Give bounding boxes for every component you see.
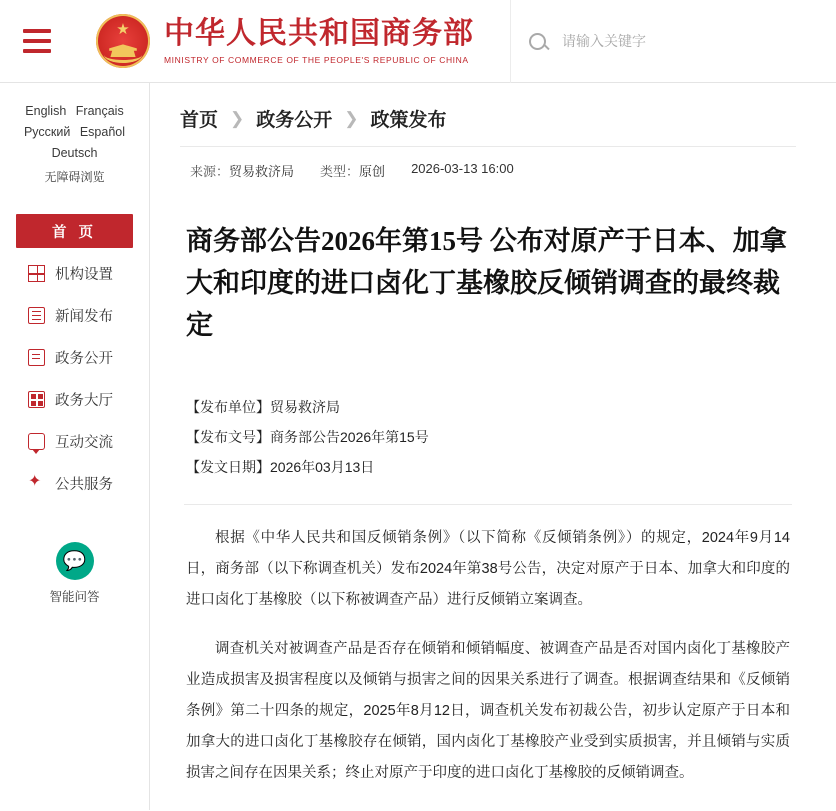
article-paragraph: 根据《中华人民共和国反倾销条例》（以下简称《反倾销条例》）的规定，2024年9月14日，商务部（以下称调查机关）发布2024年第38号公告，决定对原产于日本、加拿大和印度的进口卤化丁基橡胶（以下称被调查产品）进行反倾销立案调查。 bbox=[186, 530, 790, 609]
field-publisher: 【发布单位】贸易救济局 bbox=[186, 399, 340, 416]
site-title-cn: 中华人民共和国商务部 bbox=[164, 17, 474, 51]
menu-bar-3 bbox=[23, 49, 51, 53]
sidebar-item-label: 新闻发布 bbox=[55, 308, 113, 325]
chat-icon bbox=[28, 433, 45, 450]
hall-icon bbox=[28, 391, 45, 408]
language-links bbox=[0, 101, 149, 188]
sidebar-nav bbox=[0, 214, 149, 500]
sidebar-item-service-hall[interactable] bbox=[16, 382, 133, 416]
site-logo[interactable] bbox=[74, 14, 474, 68]
meta-datetime: 2026-03-13 16:00 bbox=[411, 161, 514, 176]
search-icon[interactable] bbox=[529, 33, 546, 50]
sidebar-item-label: 公共服务 bbox=[55, 476, 113, 493]
sidebar-item-news[interactable] bbox=[16, 298, 133, 332]
field-publish-date: 【发文日期】2026年03月13日 bbox=[186, 459, 375, 476]
breadcrumb-item-disclosure[interactable]: 政务公开 bbox=[256, 110, 333, 131]
meta-type-label: 类型： bbox=[320, 164, 360, 179]
meta-source bbox=[190, 161, 294, 180]
page-icon bbox=[28, 349, 45, 366]
sidebar-item-label: 互动交流 bbox=[55, 434, 113, 451]
sidebar-item-label: 首 页 bbox=[51, 224, 98, 241]
sidebar-item-label: 政务公开 bbox=[55, 350, 113, 367]
sidebar-item-label: 政务大厅 bbox=[55, 392, 113, 409]
menu-bar-2 bbox=[23, 39, 51, 43]
breadcrumb-item-home[interactable]: 首页 bbox=[180, 110, 219, 131]
article-meta bbox=[180, 146, 796, 196]
chevron-right-icon: ❯ bbox=[344, 108, 359, 128]
meta-source-value: 贸易救济局 bbox=[229, 164, 295, 179]
article-paragraph: 调查机关对被调查产品是否存在倾销和倾销幅度、被调查产品是否对国内卤化丁基橡胶产业造成损害及损害程度以及倾销与损害之间的因果关系进行了调查。根据调查结果和《反倾销条例》第二十四条的规定，2025年8月12日，调查机关发布初裁公告，初步认定原产于日本和加拿大的进口卤化丁基橡胶存在倾销，国内卤化丁基橡胶产业受到实质损害，并且倾销与实质损害之间存在因果关系；终止对原产于印度的进口卤化丁基橡胶的反倾销调查。 bbox=[186, 641, 790, 782]
robot-chat-icon: 💬 bbox=[56, 542, 94, 580]
emblem-star: ★ bbox=[116, 21, 130, 38]
meta-type bbox=[320, 161, 385, 180]
sidebar bbox=[0, 83, 150, 810]
site-header bbox=[0, 0, 836, 83]
sidebar-item-disclosure[interactable] bbox=[16, 340, 133, 374]
sidebar-item-organization[interactable] bbox=[16, 256, 133, 290]
search-bar[interactable] bbox=[510, 0, 836, 83]
lang-francais[interactable]: Français bbox=[75, 104, 124, 118]
lang-deutsch[interactable]: Deutsch bbox=[51, 146, 98, 160]
field-document-number: 【发布文号】商务部公告2026年第15号 bbox=[186, 429, 429, 446]
sidebar-item-home[interactable] bbox=[16, 214, 133, 248]
lang-english[interactable]: English bbox=[25, 104, 67, 118]
grid-icon bbox=[28, 265, 45, 282]
accessibility-link[interactable]: 无障碍浏览 bbox=[44, 170, 105, 184]
breadcrumb bbox=[180, 105, 796, 146]
search-input[interactable] bbox=[560, 32, 836, 50]
sidebar-item-label: 机构设置 bbox=[55, 266, 113, 283]
sidebar-item-public-service[interactable] bbox=[16, 466, 133, 500]
service-icon bbox=[28, 475, 45, 492]
lang-espanol[interactable]: Español bbox=[79, 125, 126, 139]
site-title-en: MINISTRY OF COMMERCE OF THE PEOPLE'S REPUBLIC OF CHINA bbox=[164, 54, 469, 65]
chevron-right-icon: ❯ bbox=[230, 108, 245, 128]
document-icon bbox=[28, 307, 45, 324]
ai-assistant-label: 智能问答 bbox=[49, 590, 100, 604]
main-content bbox=[150, 83, 836, 810]
ai-assistant-button[interactable] bbox=[0, 542, 149, 605]
breadcrumb-item-policy-release[interactable]: 政策发布 bbox=[370, 110, 447, 131]
page-body bbox=[0, 83, 836, 810]
meta-source-label: 来源： bbox=[190, 164, 230, 179]
hamburger-menu-icon[interactable] bbox=[0, 0, 74, 83]
article-body bbox=[180, 505, 796, 789]
emblem-cog bbox=[104, 55, 142, 63]
sidebar-item-interaction[interactable] bbox=[16, 424, 133, 458]
meta-type-value: 原创 bbox=[359, 164, 386, 179]
menu-bar-1 bbox=[23, 29, 51, 33]
article-fields bbox=[180, 364, 796, 482]
lang-russian[interactable]: Русский bbox=[23, 125, 71, 139]
national-emblem-icon bbox=[96, 14, 150, 68]
page-title: 商务部公告2026年第15号 公布对原产于日本、加拿大和印度的进口卤化丁基橡胶反倾销调查的最终裁定 bbox=[186, 226, 787, 341]
